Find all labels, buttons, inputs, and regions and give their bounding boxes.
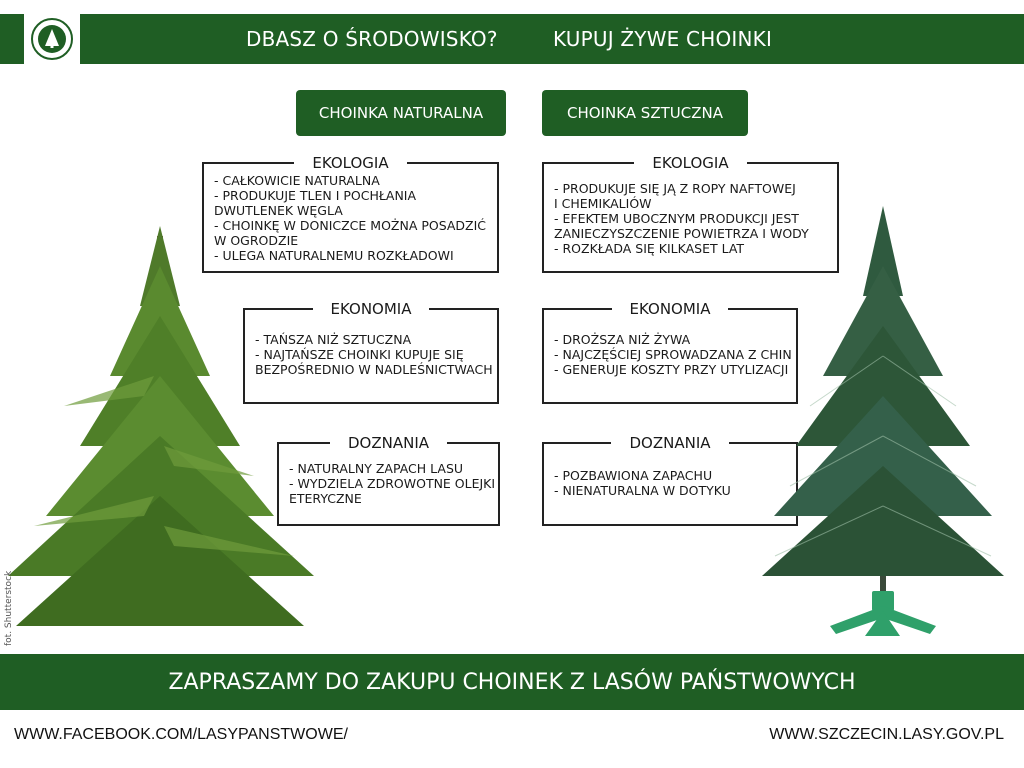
facebook-link[interactable]: WWW.FACEBOOK.COM/LASYPANSTWOWE/ [14, 726, 348, 743]
logo-emblem-icon [30, 17, 74, 61]
box-line: ZANIECZYSZCZENIE POWIETRZA I WODY [554, 226, 809, 241]
box-line: - DROŻSZA NIŻ ŻYWA [554, 332, 691, 347]
box-line: - PRODUKUJE SIĘ JĄ Z ROPY NAFTOWEJ [554, 181, 796, 196]
photo-credit: fot. Shutterstock [4, 570, 14, 646]
column-header-artificial: CHOINKA SZTUCZNA [542, 90, 748, 136]
header-title-right: KUPUJ ŻYWE CHOINKI [553, 27, 773, 51]
box-line: - NAJTAŃSZE CHOINKI KUPUJE SIĘ [255, 347, 464, 362]
box-line: - EFEKTEM UBOCZNYM PRODUKCJI JEST [554, 211, 799, 226]
box-line: BEZPOŚREDNIO W NADLEŚNICTWACH [255, 362, 493, 377]
box-title: DOZNANIA [330, 434, 447, 452]
tree-stand-icon [830, 591, 936, 636]
box-line: - CAŁKOWICIE NATURALNA [214, 173, 380, 188]
box-title: EKONOMIA [612, 300, 729, 318]
box-title: EKONOMIA [313, 300, 430, 318]
box-line: - GENERUJE KOSZTY PRZY UTYLIZACJI [554, 362, 789, 377]
box-line: ETERYCZNE [289, 491, 362, 506]
box-line: - CHOINKĘ W DONICZCE MOŻNA POSADZIĆ [214, 218, 487, 233]
box-title: EKOLOGIA [634, 154, 746, 172]
box-title: EKOLOGIA [294, 154, 406, 172]
box-line: - PRODUKUJE TLEN I POCHŁANIA [214, 188, 417, 203]
header-bar [0, 14, 1024, 64]
box-line: W OGRODZIE [214, 233, 299, 248]
box-title: DOZNANIA [611, 434, 728, 452]
box-line: - NIENATURALNA W DOTYKU [554, 483, 731, 498]
box-line: - POZBAWIONA ZAPACHU [554, 468, 713, 483]
website-link[interactable]: WWW.SZCZECIN.LASY.GOV.PL [769, 726, 1004, 743]
box-line: DWUTLENEK WĘGLA [214, 203, 343, 218]
header-title-left: DBASZ O ŚRODOWISKO? [246, 27, 498, 51]
box-line: - ULEGA NATURALNEMU ROZKŁADOWI [214, 248, 454, 263]
box-line: - NATURALNY ZAPACH LASU [289, 461, 464, 476]
box-line: - NAJCZĘŚCIEJ SPROWADZANA Z CHIN [554, 347, 792, 362]
box-line: - TAŃSZA NIŻ SZTUCZNA [255, 332, 412, 347]
box-line: I CHEMIKALIÓW [554, 196, 652, 211]
box-line: - ROZKŁADA SIĘ KILKASET LAT [554, 241, 745, 256]
box-line: - WYDZIELA ZDROWOTNE OLEJKI [289, 476, 496, 491]
lasy-panstwowe-logo [24, 14, 80, 64]
column-header-natural: CHOINKA NATURALNA [296, 90, 506, 136]
natural-tree-image [4, 226, 324, 628]
artificial-tree-image [760, 206, 1006, 638]
footer-banner: ZAPRASZAMY DO ZAKUPU CHOINEK Z LASÓW PAŃSTWOWYCH [0, 654, 1024, 710]
